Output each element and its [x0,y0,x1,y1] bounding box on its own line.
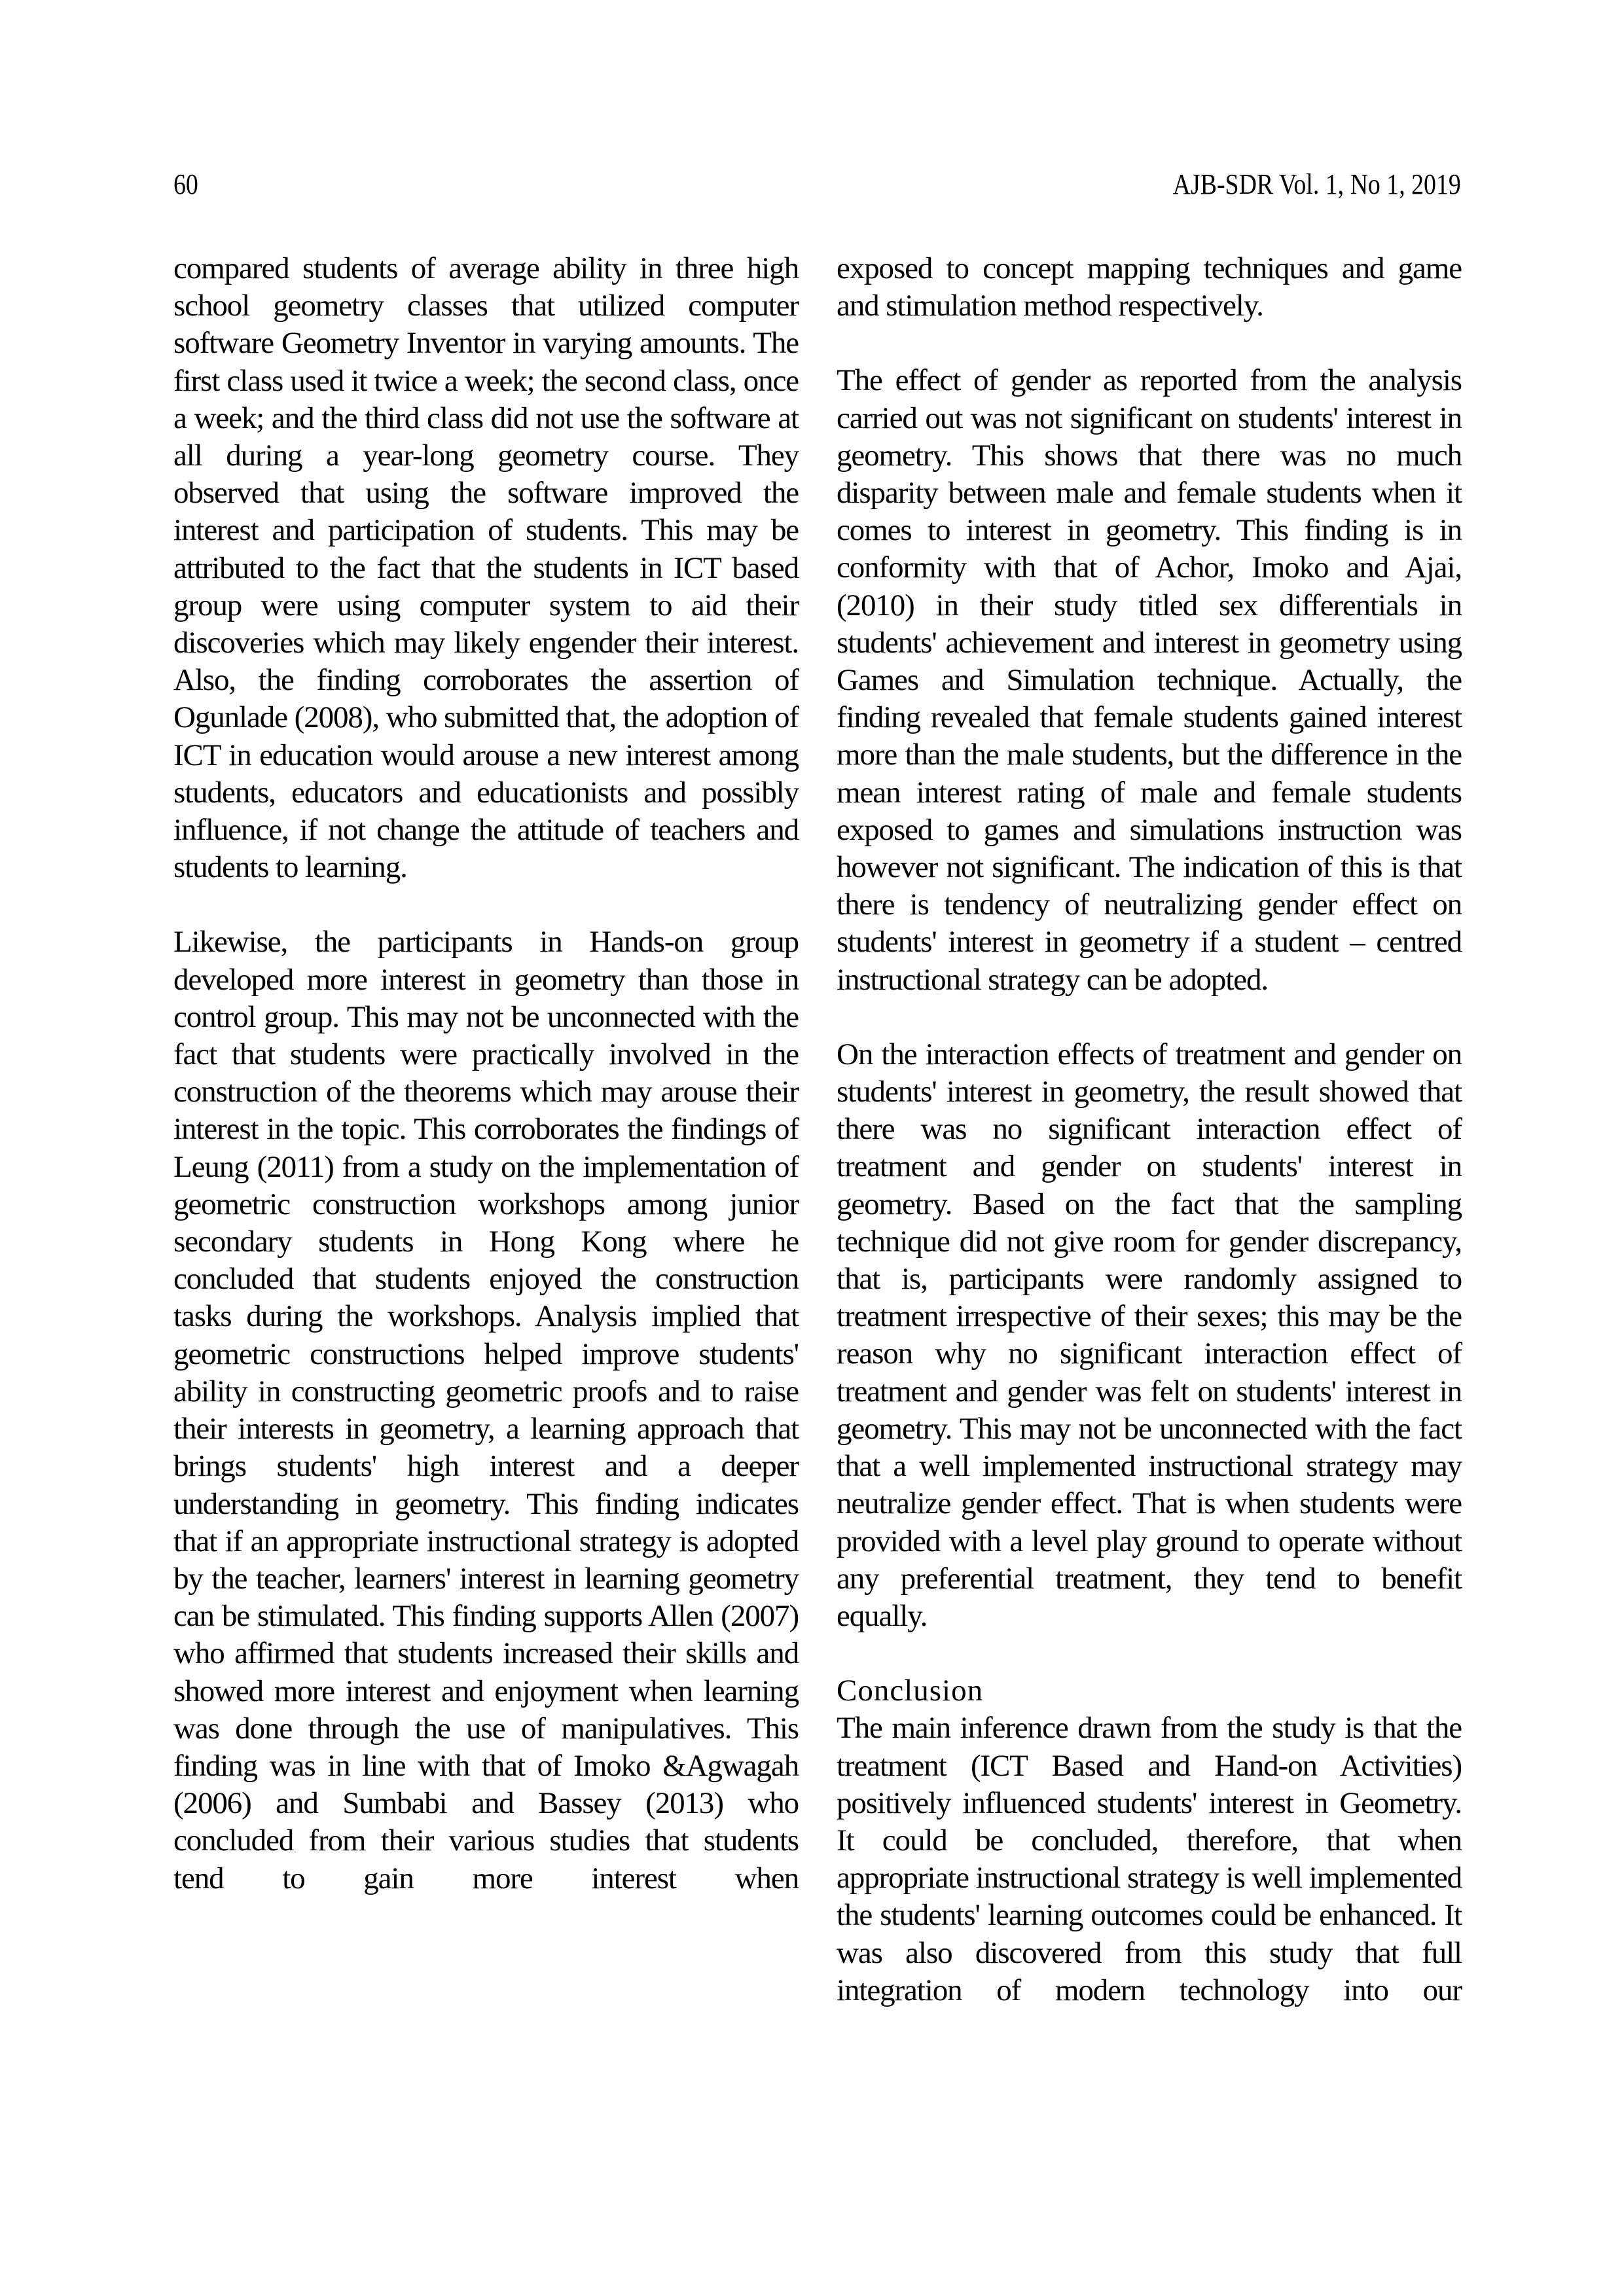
paragraph-ict-discussion: compared students of average ability in three high school geometry classes that utilized computer software Geometry Inventor in varying amounts. The first class used it twice a week; the second class, once a week; and the third class did not use the software at all during a year-long geometry course. They observed that using the software improved the interest and participation of students. This may be attributed to the fact that the students in ICT based group were using computer system to aid their discoveries which may likely engender their interest. Also, the finding corroborates the assertion of Ogunlade (2008), who submitted that, the adoption of ICT in education would arouse a new interest among students, educators and educationists and possibly influence, if not change the attitude of teachers and students to learning. [173,251,799,885]
paragraph-continued-discussion: exposed to concept mapping techniques and game and stimulation method respectively. [837,251,1462,323]
journal-reference: AJB-SDR Vol. 1, No 1, 2019 [1172,168,1461,200]
left-column [173,250,799,1897]
conclusion-paragraph: The main inference drawn from the study is that the treatment (ICT Based and Hand-on Activities) positively influenced students' interest in Geometry. It could be concluded, therefore, that when appropriate instructional strategy is well implemented the students' learning outcomes could be enhanced. It was also discovered from this study that full integration of modern technology into our [837,1711,1462,2007]
paragraph-hands-on-discussion: Likewise, the participants in Hands-on group developed more interest in geometry than those in control group. This may not be unconnected with the fact that students were practically involved in the construction of the theorems which may arouse their interest in the topic. This corroborates the findings of Leung (2011) from a study on the implementation of geometric construction workshops among junior secondary students in Hong Kong where he concluded that students enjoyed the construction tasks during the workshops. Analysis implied that geometric constructions helped improve students' ability in constructing geometric proofs and to raise their interests in geometry, a learning approach that brings students' high interest and a deeper understanding in geometry. This finding indicates that if an appropriate instructional strategy is adopted by the teacher, learners' interest in learning geometry can be stimulated. This finding supports Allen (2007) who affirmed that students increased their skills and showed more interest and enjoyment when learning was done through the use of manipulatives. This finding was in line with that of Imoko &Agwagah (2006) and Sumbabi and Bassey (2013) who concluded from their various studies that students tend to gain more interest when [173,925,799,1895]
paragraph-interaction-effect: On the interaction effects of treatment and gender on students' interest in geometry, the result showed that there was no significant interaction effect of treatment and gender on students' interest in geometry. Based on the fact that the sampling technique did not give room for gender discrepancy, that is, participants were randomly assigned to treatment irrespective of their sexes; this may be the reason why no significant interaction effect of treatment and gender was felt on students' interest in geometry. This may not be unconnected with the fact that a well implemented instructional strategy may neutralize gender effect. That is when students were provided with a level play ground to operate without any preferential treatment, they tend to benefit equally. [837,1037,1462,1633]
page-header [173,165,1461,204]
page-number: 60 [173,168,198,200]
conclusion-heading: Conclusion [837,1674,984,1708]
right-column [837,250,1462,2009]
paragraph-gender-effect: The effect of gender as reported from the analysis carried out was not significant on students' interest in geometry. This shows that there was no much disparity between male and female students when it comes to interest in geometry. This finding is in conformity with that of Achor, Imoko and Ajai, (2010) in their study titled sex differentials in students' achievement and interest in geometry using Games and Simulation technique. Actually, the finding revealed that female students gained interest more than the male students, but the difference in the mean interest rating of male and female students exposed to games and simulations instruction was however not significant. The indication of this is that there is tendency of neutralizing gender effect on students' interest in geometry if a student – centred instructional strategy can be adopted. [837,363,1462,997]
